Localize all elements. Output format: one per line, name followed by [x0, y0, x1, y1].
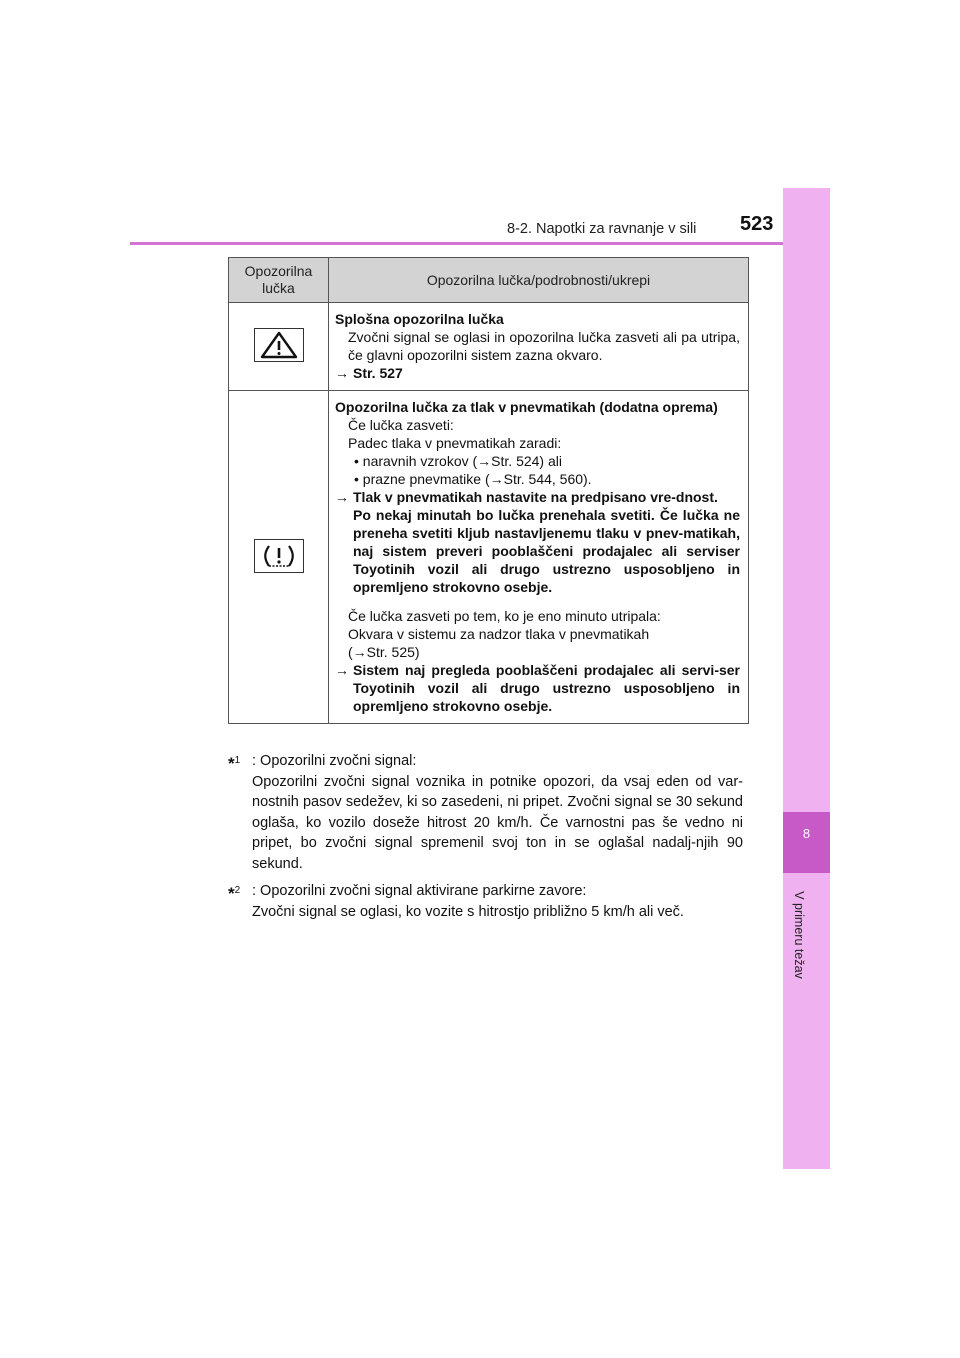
case2-cause: Okvara v sistemu za nadzor tlaka v pnevmatikah	[348, 626, 650, 642]
chapter-number: 8	[802, 826, 811, 841]
table-header-row	[229, 258, 749, 303]
arrow-icon: →	[335, 489, 349, 505]
icon-cell	[229, 303, 329, 391]
footnote-text: Zvočni signal se oglasi, ko vozite s hitrostjo približno 5 km/h ali več.	[252, 903, 684, 920]
case1-bullet: • prazne pnevmatike (→Str. 544, 560).	[354, 471, 592, 487]
case2-action-text: Sistem naj pregleda pooblaščeni prodajalec ali servi-ser Toyotinih vozil ali drugo ustrezno usposobljeno in opremljeno strokovno osebje.	[353, 662, 740, 714]
description-cell	[329, 391, 749, 724]
case1-note: Po nekaj minutah bo lučka prenehala svetiti. Če lučka ne preneha svetiti kljub nastavljenemu tlaku v pnev-matikah, naj sistem preveri pooblaščeni prodajalec ali serviser Toyotinih vozil ali drugo ustrezno usposobljeno in opremljeno strokovno osebje.	[353, 507, 740, 595]
warning-light-table	[228, 257, 749, 724]
footnote-star: *	[228, 883, 235, 903]
case1-action-text: Tlak v pnevmatikah nastavite na predpisano vre-dnost.	[353, 489, 718, 505]
footnote-text: Opozorilni zvočni signal voznika in potnike opozori, da vsaj eden od var-nostnih pasov sedežev, ki so zasedeni, ni pripet. Zvočni signal se 30 sekund oglaša, ko vozilo doseže hitrost 20 km/h. Če varnostni pas še vedno ni pripet, bo zvočni signal spremenil svoj ton in se oglašal nadalj-njih 90 sekund.	[252, 773, 743, 872]
row-action	[335, 364, 740, 382]
footnote-title: : Opozorilni zvočni signal aktivirane parkirne zavore:	[252, 883, 587, 899]
tire-pressure-warning-icon	[254, 539, 304, 573]
arrow-icon: →	[335, 662, 349, 678]
case2-reference: (→Str. 525)	[348, 644, 420, 660]
case1-intro: Če lučka zasveti:	[348, 417, 454, 433]
footnote-number: 2	[234, 885, 241, 896]
footnote	[228, 881, 743, 922]
row-title: Splošna opozorilna lučka	[335, 311, 504, 327]
section-title: 8-2. Napotki za ravnanje v sili	[507, 221, 697, 237]
case1-bullet: • naravnih vzrokov (→Str. 524) ali	[354, 453, 562, 469]
master-warning-icon	[254, 328, 304, 362]
header-rule	[130, 242, 830, 245]
column-header-description: Opozorilna lučka/podrobnosti/ukrepi	[329, 258, 749, 303]
case1-cause: Padec tlaka v pnevmatikah zaradi:	[348, 435, 562, 451]
case2-action	[335, 661, 740, 715]
arrow-icon: →	[335, 365, 349, 381]
footnote-title: : Opozorilni zvočni signal:	[252, 753, 417, 769]
description-cell	[329, 303, 749, 391]
chapter-title: V primeru težav	[792, 891, 806, 979]
row-title: Opozorilna lučka za tlak v pnevmatikah (dodatna oprema)	[335, 399, 718, 415]
chapter-side-tab-active	[783, 812, 830, 873]
row-body: Zvočni signal se oglasi in opozorilna lučka zasveti ali pa utripa, če glavni opozorilni sistem zazna okvaro.	[348, 329, 740, 363]
page-number: 523	[740, 213, 774, 235]
column-header-icon: Opozorilna lučka	[229, 258, 329, 303]
footnote-number: 1	[234, 755, 241, 766]
case1-action	[335, 488, 740, 596]
case2-intro: Če lučka zasveti po tem, ko je eno minuto utripala:	[348, 608, 661, 624]
footnote-star: *	[228, 753, 235, 773]
footnote	[228, 751, 743, 874]
chapter-side-tab	[783, 188, 830, 1169]
page-reference: Str. 527	[353, 365, 403, 381]
icon-cell	[229, 391, 329, 724]
table-row	[229, 303, 749, 391]
footnotes	[228, 751, 743, 922]
table-row	[229, 391, 749, 724]
